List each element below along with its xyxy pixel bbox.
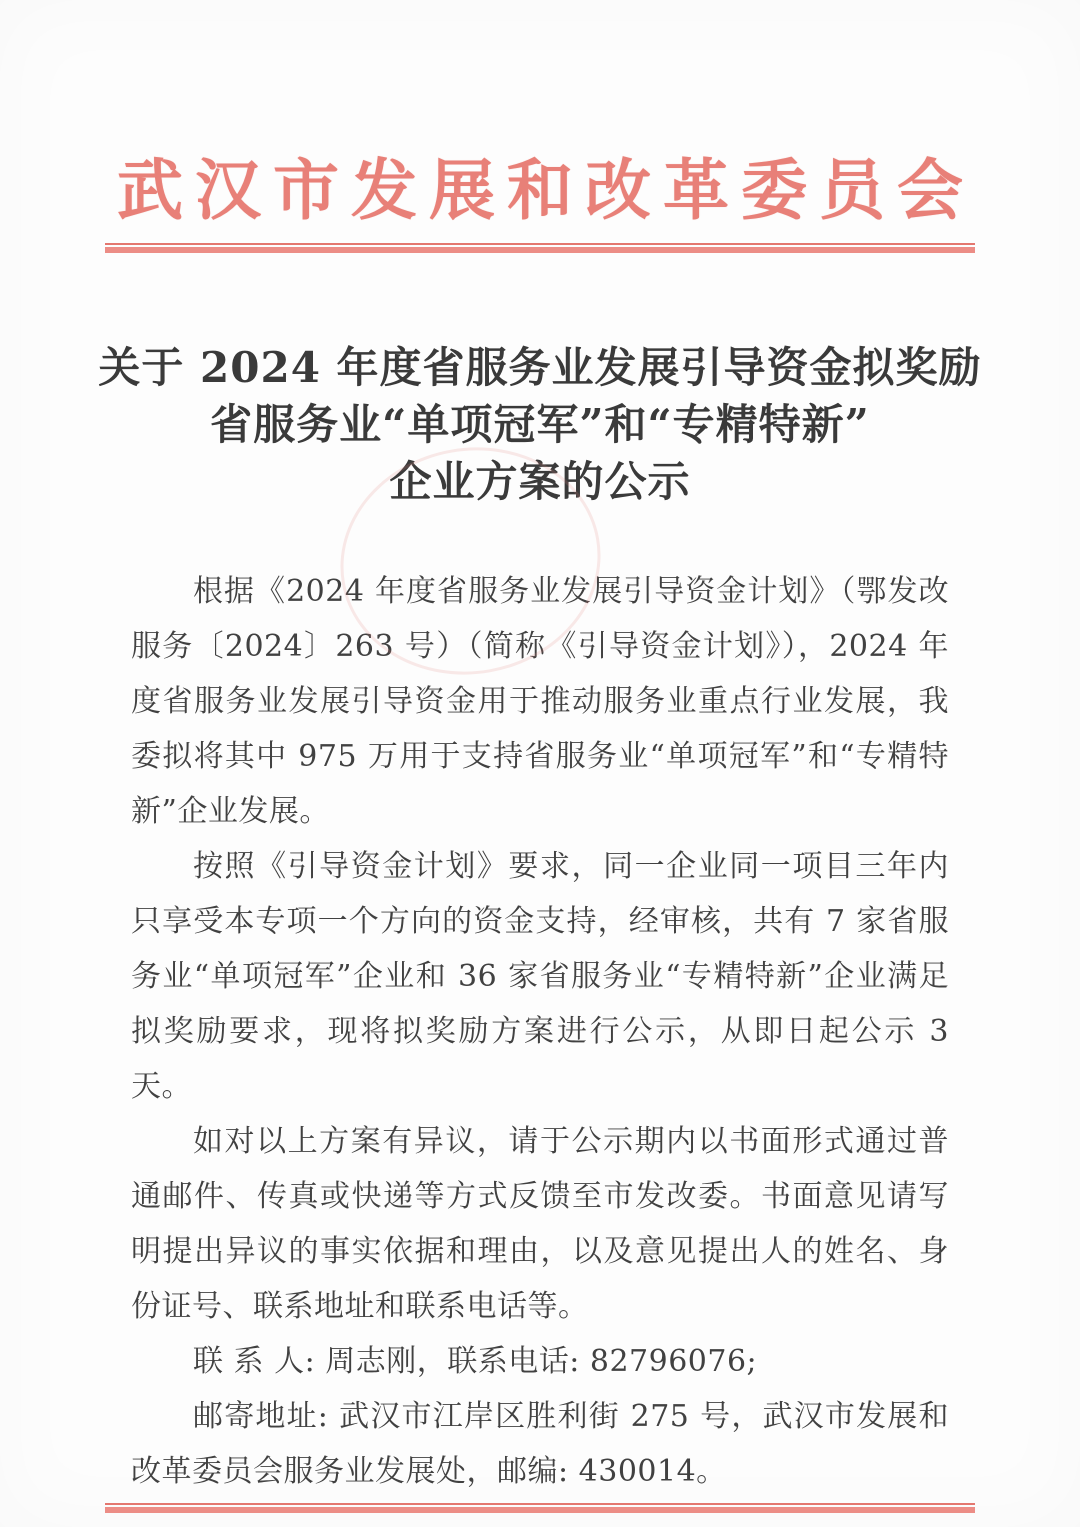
contact-person-line: 联 系 人: 周志刚，联系电话: 82796076; — [193, 1344, 758, 1379]
divider-thick-line — [105, 1507, 975, 1513]
paragraph-intro: 根据《2024 年度省服务业发展引导资金计划》（鄂发改服务〔2024〕263 号）（简称《引导资金计划》），2024 年度省服务业发展引导资金用于推动服务业重点行业发展，我委拟将其中 975 万用于支持省服务业“单项冠军”和“专精特新”企业发展。 — [131, 574, 949, 829]
document-title — [0, 339, 1080, 510]
header-divider — [105, 243, 975, 253]
document-title-line-1: 关于 2024 年度省服务业发展引导资金拟奖励 — [98, 343, 982, 392]
document-title-line-3: 企业方案的公示 — [389, 457, 691, 506]
footer-divider — [105, 1503, 975, 1513]
document-title-line-2: 省服务业“单项冠军”和“专精特新” — [210, 400, 870, 449]
paragraph-objection-info: 如对以上方案有异议，请于公示期内以书面形式通过普通邮件、传真或快递等方式反馈至市发改委。书面意见请写明提出异议的事实依据和理由，以及意见提出人的姓名、身份证号、联系地址和联系电话等。 — [131, 1124, 949, 1324]
divider-thick-line — [105, 247, 975, 253]
document-body — [131, 564, 949, 1499]
paragraph-review-result: 按照《引导资金计划》要求，同一企业同一项目三年内只享受本专项一个方向的资金支持，经审核，共有 7 家省服务业“单项冠军”企业和 36 家省服务业“专精特新”企业满足拟奖励要求，现将拟奖励方案进行公示，从即日起公示 3 天。 — [131, 849, 949, 1104]
mailing-address-line: 邮寄地址: 武汉市江岸区胜利街 275 号，武汉市发展和改革委员会服务业发展处，邮编: 430014。 — [131, 1399, 949, 1489]
letterhead-title: 武汉市发展和改革委员会 — [117, 151, 975, 229]
